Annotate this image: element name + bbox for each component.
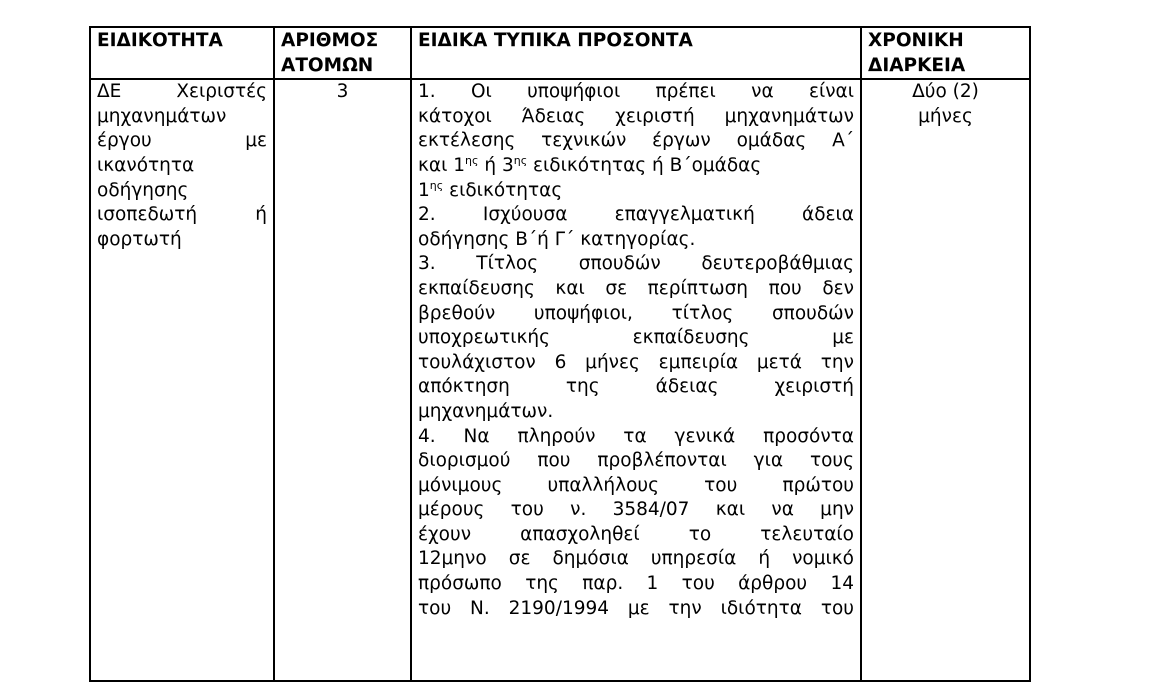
header-persons bbox=[274, 27, 411, 79]
qualification-line: $1^{\eta\varsigma}$ ειδικότητας bbox=[418, 178, 563, 201]
qualification-line: οδήγησης Β΄ή Γ΄ κατηγορίας. bbox=[418, 228, 696, 250]
header-qualifications: ΕΙΔΙΚΑ ΤΥΠΙΚΑ ΠΡΟΣΟΝΤΑ bbox=[411, 27, 861, 79]
specialty-line: οδήγησης bbox=[97, 179, 189, 201]
qualification-line: υποχρεωτικής εκπαίδευσης με bbox=[418, 327, 854, 349]
qualifications-table bbox=[89, 26, 1031, 682]
qualifications-cell bbox=[411, 79, 861, 681]
qualification-line: μέρους του ν. 3584/07 και να μην bbox=[418, 499, 854, 521]
header-duration-line2: ΔΙΑΡΚΕΙΑ bbox=[868, 54, 966, 76]
qualification-line: πρόσωπο της παρ. 1 του άρθρου 14 bbox=[418, 573, 854, 595]
qualification-line: μόνιμους υπαλλήλους του πρώτου bbox=[418, 474, 854, 496]
duration-line1: Δύο (2) bbox=[912, 81, 979, 103]
persons-cell: 3 bbox=[274, 79, 411, 681]
duration-line2: μήνες bbox=[918, 105, 973, 127]
header-persons-line2: ΑΤΟΜΩΝ bbox=[281, 54, 374, 76]
specialty-line: έργου με bbox=[97, 130, 267, 152]
qualification-line: κάτοχοι Άδειας χειριστή μηχανημάτων bbox=[418, 105, 854, 127]
specialty-line: ΔΕ Χειριστές bbox=[97, 81, 267, 103]
specialty-line: ικανότητα bbox=[97, 154, 195, 176]
qualification-line: απόκτηση της άδειας χειριστή bbox=[418, 376, 854, 398]
qualification-line: βρεθούν υποψήφιοι, τίτλος σπουδών bbox=[418, 302, 854, 324]
header-duration bbox=[861, 27, 1030, 79]
qualification-line: 3. Τίτλος σπουδών δευτεροβάθμιας bbox=[418, 253, 854, 275]
qualification-line: έχουν απασχοληθεί το τελευταίο bbox=[418, 523, 854, 545]
duration-cell bbox=[861, 79, 1030, 681]
header-duration-line1: ΧΡΟΝΙΚΗ bbox=[868, 30, 964, 51]
qualification-line: 4. Να πληρούν τα γενικά προσόντα bbox=[418, 425, 854, 447]
specialty-cell bbox=[90, 79, 274, 681]
qualification-line: μηχανημάτων. bbox=[418, 400, 554, 422]
table-row bbox=[90, 79, 1030, 681]
qualification-line: 12μηνο σε δημόσια υπηρεσία ή νομικό bbox=[418, 548, 854, 570]
qualification-line: 2. Ισχύουσα επαγγελματική άδεια bbox=[418, 204, 854, 226]
qualification-line: τουλάχιστον 6 μήνες εμπειρία μετά την bbox=[418, 351, 854, 373]
qualification-line: διορισμού που προβλέπονται για τους bbox=[418, 450, 854, 472]
header-persons-line1: ΑΡΙΘΜΟΣ bbox=[281, 30, 379, 51]
qualification-line: εκπαίδευσης και σε περίπτωση που δεν bbox=[418, 277, 854, 299]
header-row bbox=[90, 27, 1030, 79]
specialty-line: φορτωτή bbox=[97, 228, 182, 250]
qualification-line: και $1^{\eta\varsigma}$ ή $3^{\eta\varsigma}$ ειδικότητας ή Β΄ομάδας bbox=[418, 153, 762, 176]
qualification-line: εκτέλεσης τεχνικών έργων ομάδας Α΄ bbox=[418, 130, 854, 152]
header-specialty: ΕΙΔΙΚΟΤΗΤΑ bbox=[90, 27, 274, 79]
specialty-line: μηχανημάτων bbox=[97, 105, 227, 127]
qualification-line: 1. Οι υποψήφιοι πρέπει να είναι bbox=[418, 81, 854, 103]
specialty-line: ισοπεδωτή ή bbox=[97, 204, 267, 226]
qualification-line: του Ν. 2190/1994 με την ιδιότητα του bbox=[418, 597, 854, 619]
